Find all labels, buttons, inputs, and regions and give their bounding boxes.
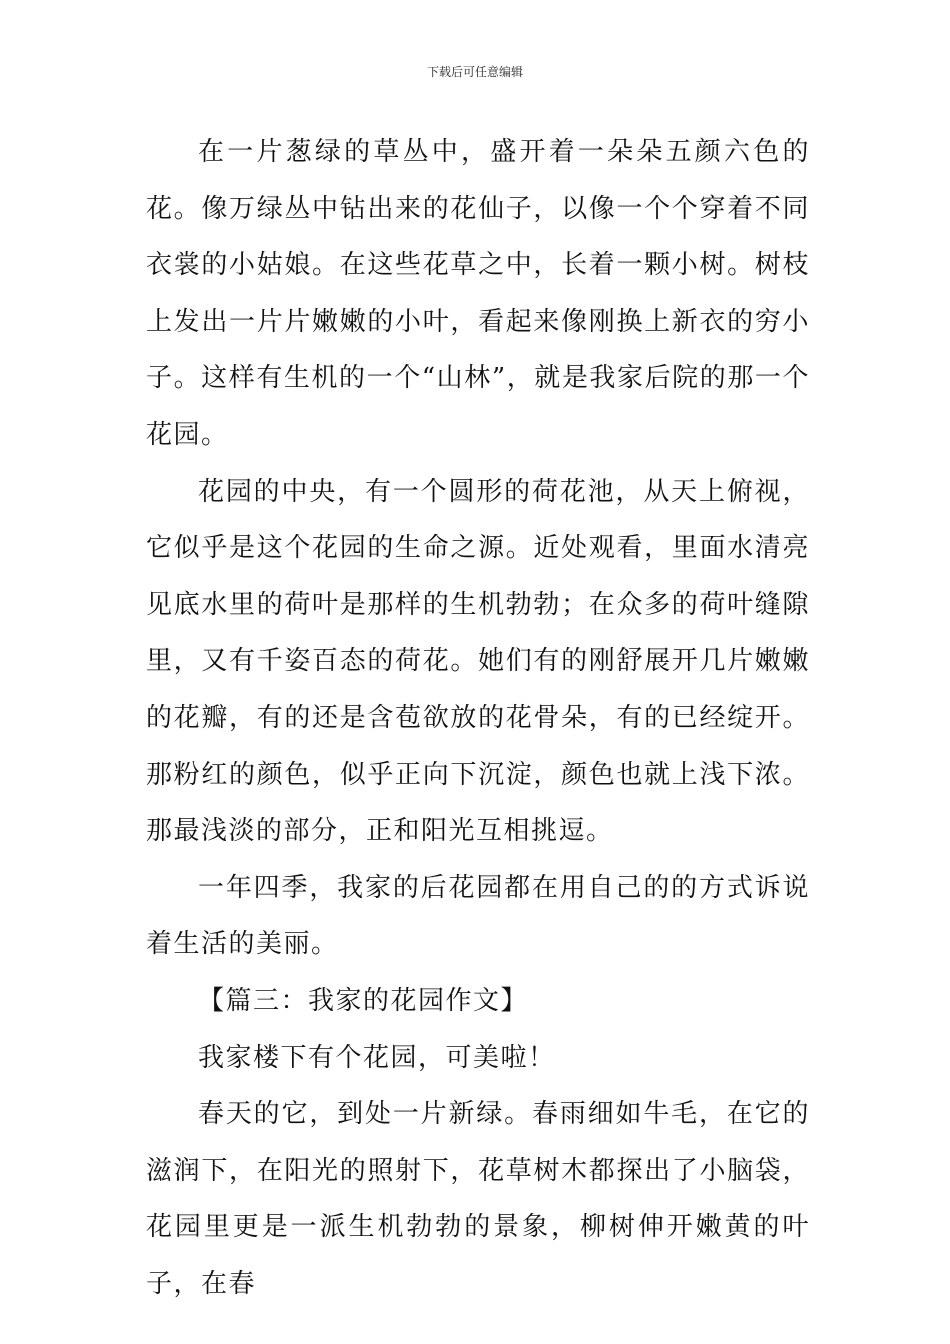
section-heading: 【篇三：我家的花园作文】: [198, 985, 529, 1016]
paragraph-lotus-pond: 花园的中央，有一个圆形的荷花池，从天上俯视，它似乎是这个花园的生命之源。近处观看，里面水清亮见底水里的荷叶是那样的生机勃勃；在众多的荷叶缝隙里，又有千姿百态的荷花。她们有的刚舒展开几片嫩嫩的花瓣，有的还是含苞欲放的花骨朵，有的已经绽开。那粉红的颜色，似乎正向下沉淀，颜色也就上浅下浓。那最浅淡的部分，正和阳光互相挑逗。: [146, 476, 810, 847]
paragraph-garden-intro: 在一片葱绿的草丛中，盛开着一朵朵五颜六色的花。像万绿丛中钻出来的花仙子，以像一个个穿着不同衣裳的小姑娘。在这些花草之中，长着一颗小树。树枝上发出一片片嫩嫩的小叶，看起来像刚换上新衣的穷小子。这样有生机的一个“山林”，就是我家后院的那一个花园。: [146, 137, 810, 450]
paragraph-spring: 春天的它，到处一片新绿。春雨细如牛毛，在它的滋润下，在阳光的照射下，花草树木都探出了小脑袋，花园里更是一派生机勃勃的景象，柳树伸开嫩黄的叶子，在春: [146, 1099, 810, 1299]
paragraph-downstairs-garden: 我家楼下有个花园，可美啦！: [198, 1042, 556, 1073]
document-body: [146, 124, 810, 1312]
page-header: 下载后可任意编辑: [426, 65, 523, 79]
paragraph-four-seasons: 一年四季，我家的后花园都在用自己的的方式诉说着生活的美丽。: [146, 872, 810, 960]
